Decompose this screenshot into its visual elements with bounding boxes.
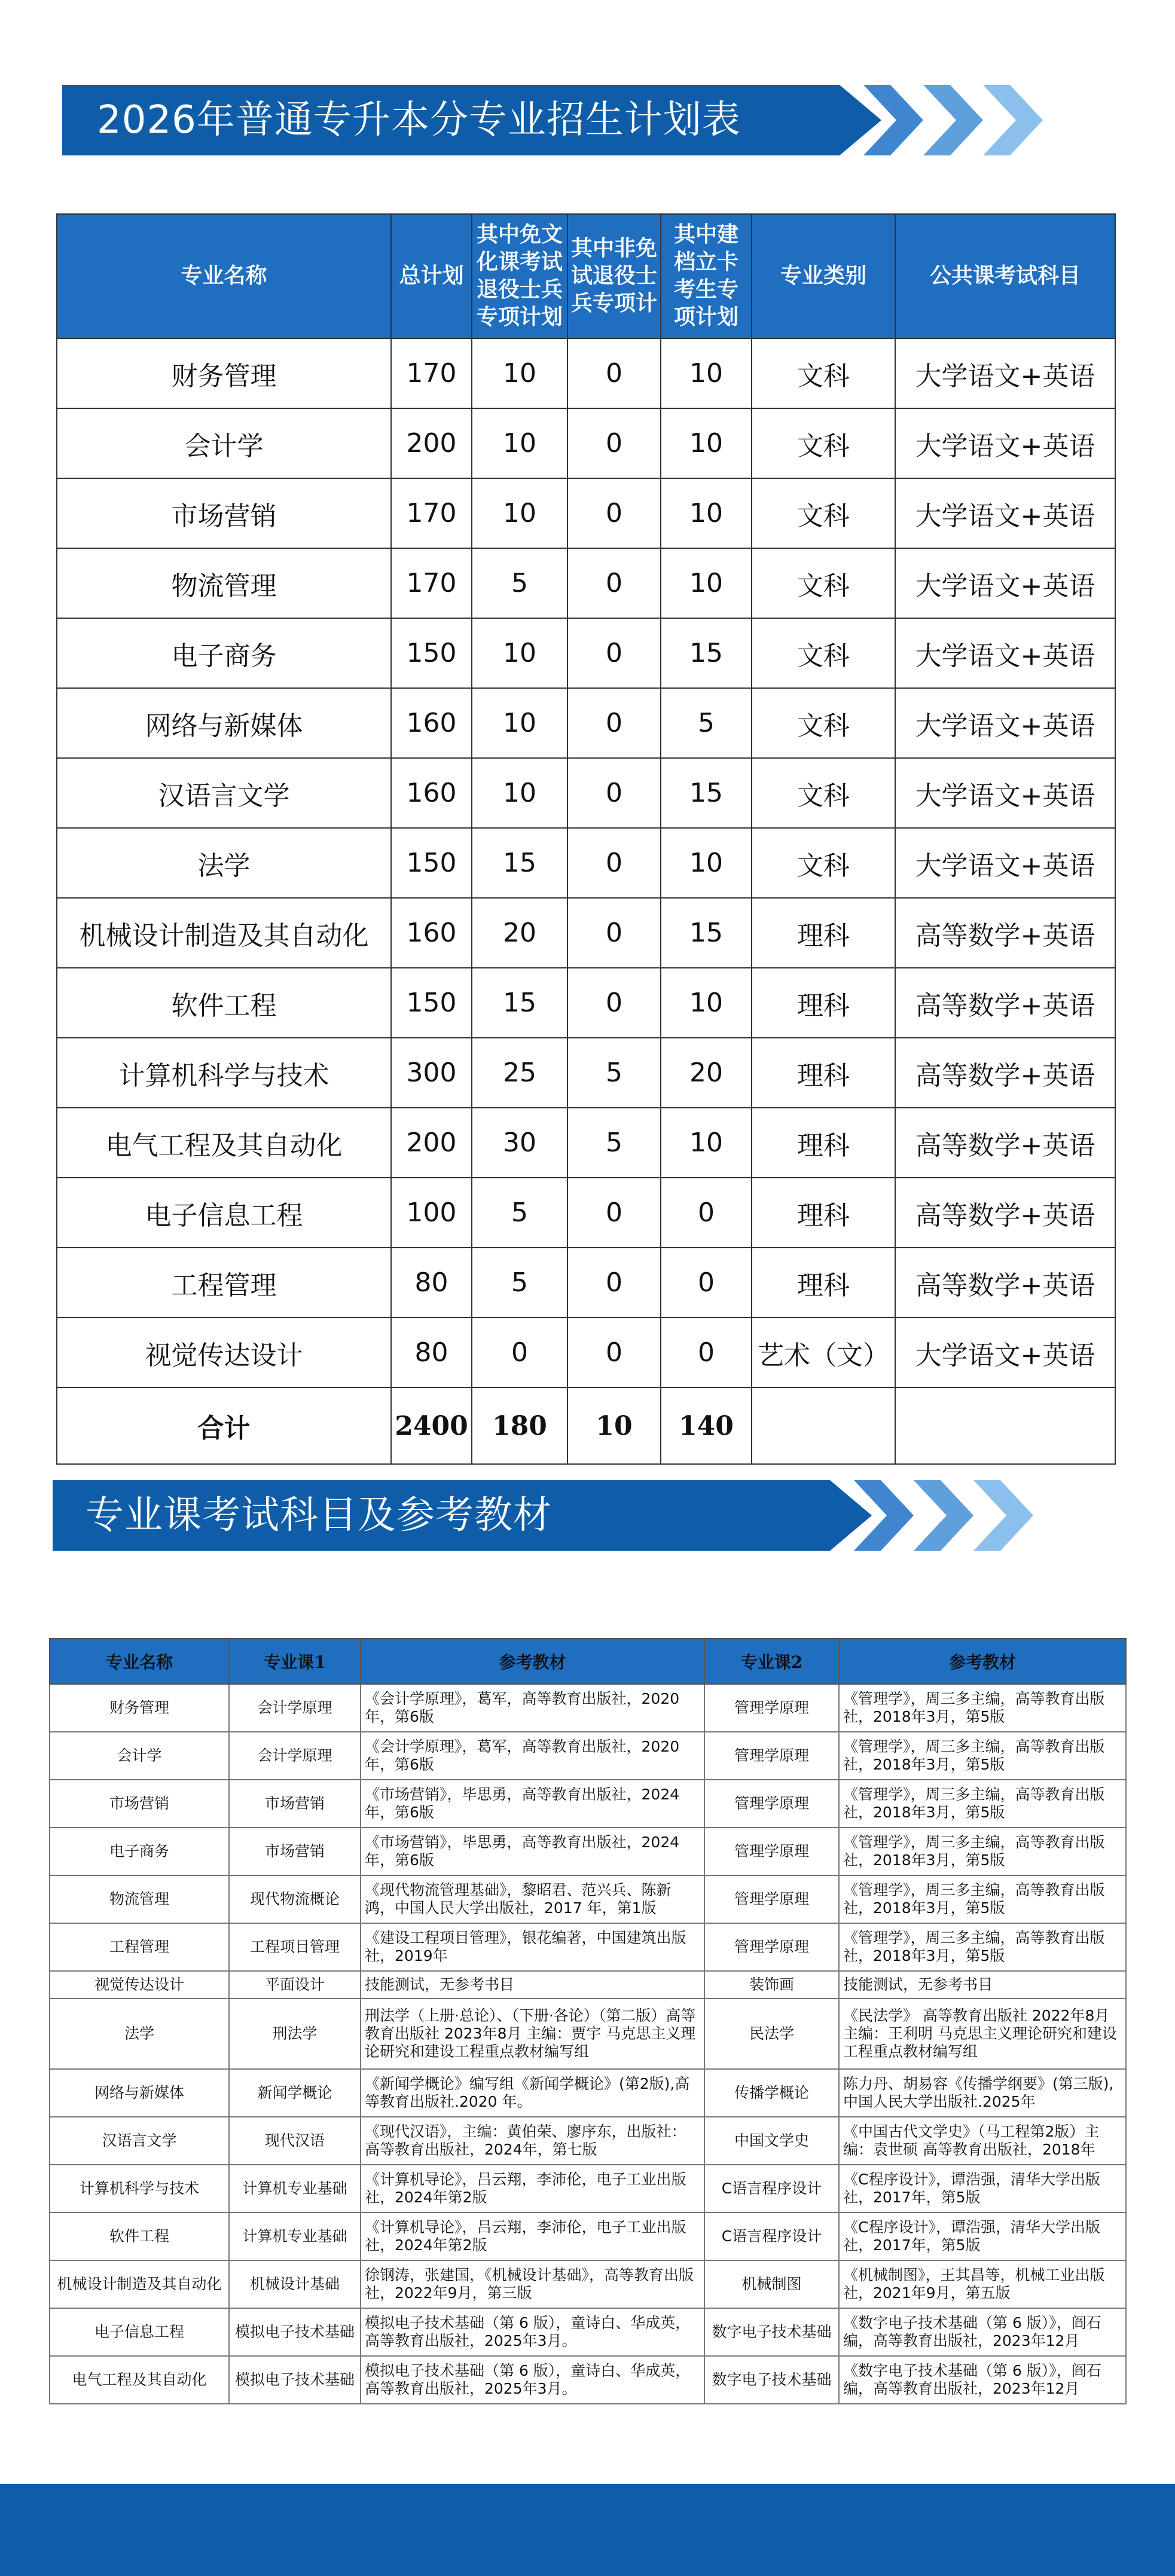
table-row bbox=[50, 2308, 1126, 2356]
table-cell: 模拟电子技术基础（第 6 版），童诗白、华成英，高等教育出版社，2025年3月。 bbox=[361, 2356, 704, 2404]
table-cell: 机械设计制造及其自动化 bbox=[50, 2260, 229, 2308]
column-header: 专业课1 bbox=[229, 1639, 361, 1684]
table-cell: 软件工程 bbox=[50, 2213, 229, 2260]
table-cell: 10 bbox=[661, 968, 752, 1038]
table-row bbox=[57, 548, 1115, 618]
table-cell: 现代物流概论 bbox=[229, 1875, 361, 1923]
table-cell: 300 bbox=[391, 1038, 472, 1108]
footer-bar bbox=[0, 2484, 1175, 2576]
table-cell: 《C程序设计》，谭浩强，清华大学出版社，2017年，第5版 bbox=[839, 2165, 1126, 2213]
table-cell: 《民法学》 高等教育出版社 2022年8月 主编：王利明 马克思主义理论研究和建设工程重点教材编写组 bbox=[839, 1999, 1126, 2069]
table-cell: 理科 bbox=[752, 1178, 895, 1248]
table-cell: 0 bbox=[661, 1178, 752, 1248]
table-cell: 150 bbox=[391, 618, 472, 688]
table-cell: 艺术（文） bbox=[752, 1318, 895, 1388]
table-cell: 5 bbox=[661, 688, 752, 758]
table-cell: C语言程序设计 bbox=[704, 2165, 839, 2213]
table-cell: 管理学原理 bbox=[704, 1828, 839, 1875]
table-row bbox=[57, 828, 1115, 898]
table-row bbox=[57, 758, 1115, 828]
table-cell: 5 bbox=[472, 1178, 567, 1248]
table-cell: 市场营销 bbox=[229, 1828, 361, 1875]
table-header-row bbox=[50, 1639, 1126, 1684]
table-cell: 会计学原理 bbox=[229, 1732, 361, 1780]
table-cell: 财务管理 bbox=[57, 338, 391, 408]
table-cell: 15 bbox=[661, 898, 752, 968]
table-cell: 《现代汉语》，主编：黄伯荣、廖序东，出版社：高等教育出版社，2024年，第七版 bbox=[361, 2117, 704, 2165]
table-cell: 电子信息工程 bbox=[50, 2308, 229, 2356]
table-cell: 5 bbox=[472, 548, 567, 618]
table-cell: 10 bbox=[661, 338, 752, 408]
table-cell: 汉语言文学 bbox=[50, 2117, 229, 2165]
table-row bbox=[50, 1732, 1126, 1780]
table-cell: 10 bbox=[472, 338, 567, 408]
table-cell: 150 bbox=[391, 828, 472, 898]
table-cell: 0 bbox=[567, 758, 661, 828]
total-cell: 2400 bbox=[391, 1388, 472, 1464]
column-header: 其中免文化课考试退役士兵专项计划 bbox=[472, 214, 567, 338]
table-cell: 管理学原理 bbox=[704, 1780, 839, 1828]
table-cell: 电子商务 bbox=[50, 1828, 229, 1875]
banner-plan bbox=[62, 85, 1079, 155]
table-cell: 0 bbox=[567, 968, 661, 1038]
table-cell: 30 bbox=[472, 1108, 567, 1178]
table-row bbox=[50, 2356, 1126, 2404]
chevron-right-icon bbox=[983, 85, 1043, 155]
table-row bbox=[57, 688, 1115, 758]
table-cell: 传播学概论 bbox=[704, 2069, 839, 2117]
table-cell: 0 bbox=[567, 408, 661, 478]
table-cell: 文科 bbox=[752, 408, 895, 478]
table-cell: 160 bbox=[391, 898, 472, 968]
table-cell: 《管理学》，周三多主编，高等教育出版社，2018年3月，第5版 bbox=[839, 1923, 1126, 1971]
table-cell: 《管理学》，周三多主编，高等教育出版社，2018年3月，第5版 bbox=[839, 1875, 1126, 1923]
table-cell: 15 bbox=[472, 968, 567, 1038]
column-header: 专业类别 bbox=[752, 214, 895, 338]
table-cell: 0 bbox=[567, 1318, 661, 1388]
table-cell: 《机械制图》，王其昌等，机械工业出版社，2021年9月，第五版 bbox=[839, 2260, 1126, 2308]
chevron-right-icon bbox=[973, 1480, 1033, 1551]
table-cell: 大学语文+英语 bbox=[895, 478, 1115, 548]
table-row bbox=[50, 1875, 1126, 1923]
table-cell: 160 bbox=[391, 688, 472, 758]
table-cell: 《管理学》，周三多主编，高等教育出版社，2018年3月，第5版 bbox=[839, 1684, 1126, 1732]
table-cell: 5 bbox=[472, 1248, 567, 1318]
table-cell: 20 bbox=[472, 898, 567, 968]
table-cell: 市场营销 bbox=[229, 1780, 361, 1828]
table-cell: 市场营销 bbox=[50, 1780, 229, 1828]
table-cell: 陈力丹、胡易容《传播学纲要》(第三版),中国人民大学出版社.2025年 bbox=[839, 2069, 1126, 2117]
table-cell: 理科 bbox=[752, 1038, 895, 1108]
exam-title: 专业课考试科目及参考教材 bbox=[86, 1493, 552, 1538]
table-row bbox=[50, 2117, 1126, 2165]
table-cell: 机械设计制造及其自动化 bbox=[57, 898, 391, 968]
table-row bbox=[57, 1038, 1115, 1108]
column-header: 其中建档立卡考生专项计划 bbox=[661, 214, 752, 338]
table-cell: 工程管理 bbox=[50, 1923, 229, 1971]
table-cell: 中国文学史 bbox=[704, 2117, 839, 2165]
table-cell: 《管理学》，周三多主编，高等教育出版社，2018年3月，第5版 bbox=[839, 1732, 1126, 1780]
table-cell: 刑法学 bbox=[229, 1999, 361, 2069]
table-cell: 文科 bbox=[752, 548, 895, 618]
table-cell: 民法学 bbox=[704, 1999, 839, 2069]
table-cell: 大学语文+英语 bbox=[895, 1318, 1115, 1388]
table-cell: 技能测试，无参考书目 bbox=[839, 1971, 1126, 1999]
table-row bbox=[50, 2260, 1126, 2308]
table-row bbox=[57, 478, 1115, 548]
table-cell: 《管理学》，周三多主编，高等教育出版社，2018年3月，第5版 bbox=[839, 1828, 1126, 1875]
table-row bbox=[57, 408, 1115, 478]
column-header: 总计划 bbox=[391, 214, 472, 338]
table-cell: 170 bbox=[391, 338, 472, 408]
table-cell: 高等数学+英语 bbox=[895, 1248, 1115, 1318]
table-row bbox=[50, 2165, 1126, 2213]
chevron-right-icon bbox=[923, 85, 983, 155]
table-cell: 法学 bbox=[57, 828, 391, 898]
table-cell: 文科 bbox=[752, 688, 895, 758]
table-cell: 法学 bbox=[50, 1999, 229, 2069]
total-cell: 180 bbox=[472, 1388, 567, 1464]
table-cell: 视觉传达设计 bbox=[57, 1318, 391, 1388]
table-cell: 视觉传达设计 bbox=[50, 1971, 229, 1999]
table-cell: 理科 bbox=[752, 1248, 895, 1318]
table-cell: 《中国古代文学史》（马工程第2版）主编：袁世硕 高等教育出版社，2018年 bbox=[839, 2117, 1126, 2165]
table-cell: 100 bbox=[391, 1178, 472, 1248]
table-cell: 管理学原理 bbox=[704, 1732, 839, 1780]
table-cell: 网络与新媒体 bbox=[50, 2069, 229, 2117]
table-cell: 《数字电子技术基础（第 6 版）》，阎石编，高等教育出版社，2023年12月 bbox=[839, 2356, 1126, 2404]
table-cell: 15 bbox=[661, 758, 752, 828]
column-header: 专业名称 bbox=[50, 1639, 229, 1684]
table-cell: 0 bbox=[567, 338, 661, 408]
table-cell: 平面设计 bbox=[229, 1971, 361, 1999]
table-cell: 《管理学》，周三多主编，高等教育出版社，2018年3月，第5版 bbox=[839, 1780, 1126, 1828]
table-cell: 工程项目管理 bbox=[229, 1923, 361, 1971]
table-cell: 《数字电子技术基础（第 6 版）》，阎石编，高等教育出版社，2023年12月 bbox=[839, 2308, 1126, 2356]
table-row bbox=[50, 1780, 1126, 1828]
table-cell: 机械制图 bbox=[704, 2260, 839, 2308]
table-cell: 计算机专业基础 bbox=[229, 2213, 361, 2260]
table-cell: 管理学原理 bbox=[704, 1875, 839, 1923]
table-cell: 物流管理 bbox=[50, 1875, 229, 1923]
table-cell: 0 bbox=[567, 828, 661, 898]
table-cell: 理科 bbox=[752, 1108, 895, 1178]
table-cell: 大学语文+英语 bbox=[895, 618, 1115, 688]
table-cell: 0 bbox=[472, 1318, 567, 1388]
table-cell: 大学语文+英语 bbox=[895, 688, 1115, 758]
table-cell: 《市场营销》，毕思勇，高等教育出版社，2024年，第6版 bbox=[361, 1780, 704, 1828]
table-row bbox=[57, 898, 1115, 968]
table-cell: 10 bbox=[472, 688, 567, 758]
table-cell: 汉语言文学 bbox=[57, 758, 391, 828]
table-cell: 文科 bbox=[752, 618, 895, 688]
table-cell: 150 bbox=[391, 968, 472, 1038]
table-cell: 0 bbox=[567, 898, 661, 968]
table-cell: 170 bbox=[391, 548, 472, 618]
table-cell: 5 bbox=[567, 1038, 661, 1108]
column-header: 公共课考试科目 bbox=[895, 214, 1115, 338]
table-row bbox=[50, 2213, 1126, 2260]
table-cell: 高等数学+英语 bbox=[895, 968, 1115, 1038]
table-cell: 10 bbox=[472, 618, 567, 688]
total-cell: 140 bbox=[661, 1388, 752, 1464]
table-cell: 《计算机导论》，吕云翔，李沛伦，电子工业出版社，2024年第2版 bbox=[361, 2165, 704, 2213]
table-cell: 财务管理 bbox=[50, 1684, 229, 1732]
table-cell: 文科 bbox=[752, 828, 895, 898]
table-cell: 10 bbox=[661, 1108, 752, 1178]
table-cell: 物流管理 bbox=[57, 548, 391, 618]
table-cell: 0 bbox=[567, 1178, 661, 1248]
table-cell: 大学语文+英语 bbox=[895, 408, 1115, 478]
table-cell: 装饰画 bbox=[704, 1971, 839, 1999]
table-cell: 高等数学+英语 bbox=[895, 1178, 1115, 1248]
table-cell: 数字电子技术基础 bbox=[704, 2356, 839, 2404]
column-header: 其中非免试退役士兵专项计 bbox=[567, 214, 661, 338]
table-cell: 15 bbox=[472, 828, 567, 898]
table-cell: C语言程序设计 bbox=[704, 2213, 839, 2260]
table-cell: 文科 bbox=[752, 758, 895, 828]
table-row bbox=[57, 338, 1115, 408]
table-cell: 徐钢涛，张建国，《机械设计基础》，高等教育出版社，2022年9月，第三版 bbox=[361, 2260, 704, 2308]
table-row bbox=[57, 1248, 1115, 1318]
table-row bbox=[50, 1923, 1126, 1971]
chevron-right-icon bbox=[914, 1480, 973, 1551]
table-cell: 高等数学+英语 bbox=[895, 1108, 1115, 1178]
table-cell: 技能测试，无参考书目 bbox=[361, 1971, 704, 1999]
total-cell: 合计 bbox=[57, 1388, 391, 1464]
table-cell: 理科 bbox=[752, 968, 895, 1038]
table-cell: 文科 bbox=[752, 478, 895, 548]
chevron-right-icon bbox=[863, 85, 923, 155]
table-cell: 计算机专业基础 bbox=[229, 2165, 361, 2213]
table-cell: 10 bbox=[661, 408, 752, 478]
table-cell: 《建设工程项目管理》，银花编著，中国建筑出版社，2019年 bbox=[361, 1923, 704, 1971]
table-cell: 会计学 bbox=[57, 408, 391, 478]
table-cell: 理科 bbox=[752, 898, 895, 968]
table-cell: 大学语文+英语 bbox=[895, 548, 1115, 618]
table-cell: 网络与新媒体 bbox=[57, 688, 391, 758]
table-cell: 200 bbox=[391, 408, 472, 478]
table-cell: 机械设计基础 bbox=[229, 2260, 361, 2308]
table-cell: 10 bbox=[472, 478, 567, 548]
table-cell: 0 bbox=[567, 688, 661, 758]
table-cell: 电气工程及其自动化 bbox=[50, 2356, 229, 2404]
column-header: 参考教材 bbox=[361, 1639, 704, 1684]
column-header: 专业名称 bbox=[57, 214, 391, 338]
table-cell: 10 bbox=[661, 548, 752, 618]
table-cell: 文科 bbox=[752, 338, 895, 408]
table-row bbox=[50, 2069, 1126, 2117]
total-cell bbox=[752, 1388, 895, 1464]
table-cell: 0 bbox=[567, 478, 661, 548]
table-cell: 大学语文+英语 bbox=[895, 828, 1115, 898]
table-row bbox=[57, 618, 1115, 688]
table-cell: 0 bbox=[567, 548, 661, 618]
table-cell: 模拟电子技术基础 bbox=[229, 2308, 361, 2356]
table-cell: 会计学 bbox=[50, 1732, 229, 1780]
table-cell: 10 bbox=[661, 478, 752, 548]
table-cell: 0 bbox=[567, 618, 661, 688]
table-cell: 电气工程及其自动化 bbox=[57, 1108, 391, 1178]
table-cell: 管理学原理 bbox=[704, 1684, 839, 1732]
table-cell: 《会计学原理》，葛军，高等教育出版社，2020年，第6版 bbox=[361, 1684, 704, 1732]
table-cell: 0 bbox=[661, 1248, 752, 1318]
table-cell: 工程管理 bbox=[57, 1248, 391, 1318]
table-cell: 刑法学（上册·总论）、（下册·各论）（第二版）高等教育出版社 2023年8月 主编：贾宇 马克思主义理论研究和建设工程重点教材编写组 bbox=[361, 1999, 704, 2069]
table-cell: 大学语文+英语 bbox=[895, 758, 1115, 828]
table-cell: 新闻学概论 bbox=[229, 2069, 361, 2117]
table-cell: 管理学原理 bbox=[704, 1923, 839, 1971]
table-cell: 大学语文+英语 bbox=[895, 338, 1115, 408]
table-cell: 《现代物流管理基础》，黎昭君、范兴兵、陈新鸿，中国人民大学出版社，2017 年，第1版 bbox=[361, 1875, 704, 1923]
exam-subjects-table bbox=[49, 1638, 1127, 2404]
table-cell: 《新闻学概论》编写组《新闻学概论》(第2版),高等教育出版社.2020 年。 bbox=[361, 2069, 704, 2117]
table-cell: 10 bbox=[472, 758, 567, 828]
table-cell: 170 bbox=[391, 478, 472, 548]
table-cell: 模拟电子技术基础（第 6 版），童诗白、华成英，高等教育出版社，2025年3月。 bbox=[361, 2308, 704, 2356]
table-cell: 会计学原理 bbox=[229, 1684, 361, 1732]
table-cell: 软件工程 bbox=[57, 968, 391, 1038]
table-cell: 5 bbox=[567, 1108, 661, 1178]
total-row bbox=[57, 1388, 1115, 1464]
table-cell: 高等数学+英语 bbox=[895, 1038, 1115, 1108]
table-row bbox=[50, 1999, 1126, 2069]
column-header: 专业课2 bbox=[704, 1639, 839, 1684]
column-header: 参考教材 bbox=[839, 1639, 1126, 1684]
table-cell: 市场营销 bbox=[57, 478, 391, 548]
table-cell: 电子商务 bbox=[57, 618, 391, 688]
table-row bbox=[50, 1828, 1126, 1875]
table-cell: 现代汉语 bbox=[229, 2117, 361, 2165]
table-cell: 10 bbox=[661, 828, 752, 898]
table-cell: 《计算机导论》，吕云翔，李沛伦，电子工业出版社，2024年第2版 bbox=[361, 2213, 704, 2260]
table-row bbox=[57, 968, 1115, 1038]
table-cell: 《会计学原理》，葛军，高等教育出版社，2020年，第6版 bbox=[361, 1732, 704, 1780]
total-cell: 10 bbox=[567, 1388, 661, 1464]
enrollment-plan-table bbox=[56, 213, 1116, 1465]
table-cell: 80 bbox=[391, 1318, 472, 1388]
table-cell: 计算机科学与技术 bbox=[50, 2165, 229, 2213]
table-cell: 高等数学+英语 bbox=[895, 898, 1115, 968]
plan-title: 2026年普通专升本分专业招生计划表 bbox=[97, 98, 741, 142]
table-cell: 0 bbox=[661, 1318, 752, 1388]
table-cell: 《C程序设计》，谭浩强，清华大学出版社，2017年，第5版 bbox=[839, 2213, 1126, 2260]
table-cell: 80 bbox=[391, 1248, 472, 1318]
table-cell: 0 bbox=[567, 1248, 661, 1318]
table-cell: 160 bbox=[391, 758, 472, 828]
table-cell: 《市场营销》，毕思勇，高等教育出版社，2024年，第6版 bbox=[361, 1828, 704, 1875]
chevron-right-icon bbox=[854, 1480, 914, 1551]
table-cell: 电子信息工程 bbox=[57, 1178, 391, 1248]
table-cell: 10 bbox=[472, 408, 567, 478]
table-cell: 200 bbox=[391, 1108, 472, 1178]
table-cell: 计算机科学与技术 bbox=[57, 1038, 391, 1108]
table-cell: 25 bbox=[472, 1038, 567, 1108]
table-cell: 20 bbox=[661, 1038, 752, 1108]
table-cell: 模拟电子技术基础 bbox=[229, 2356, 361, 2404]
table-row bbox=[57, 1318, 1115, 1388]
table-row bbox=[50, 1684, 1126, 1732]
table-row bbox=[57, 1108, 1115, 1178]
total-cell bbox=[895, 1388, 1115, 1464]
table-row bbox=[50, 1971, 1126, 1999]
table-row bbox=[57, 1178, 1115, 1248]
table-cell: 15 bbox=[661, 618, 752, 688]
table-cell: 数字电子技术基础 bbox=[704, 2308, 839, 2356]
table-header-row bbox=[57, 214, 1115, 338]
banner-exam bbox=[53, 1480, 1069, 1551]
